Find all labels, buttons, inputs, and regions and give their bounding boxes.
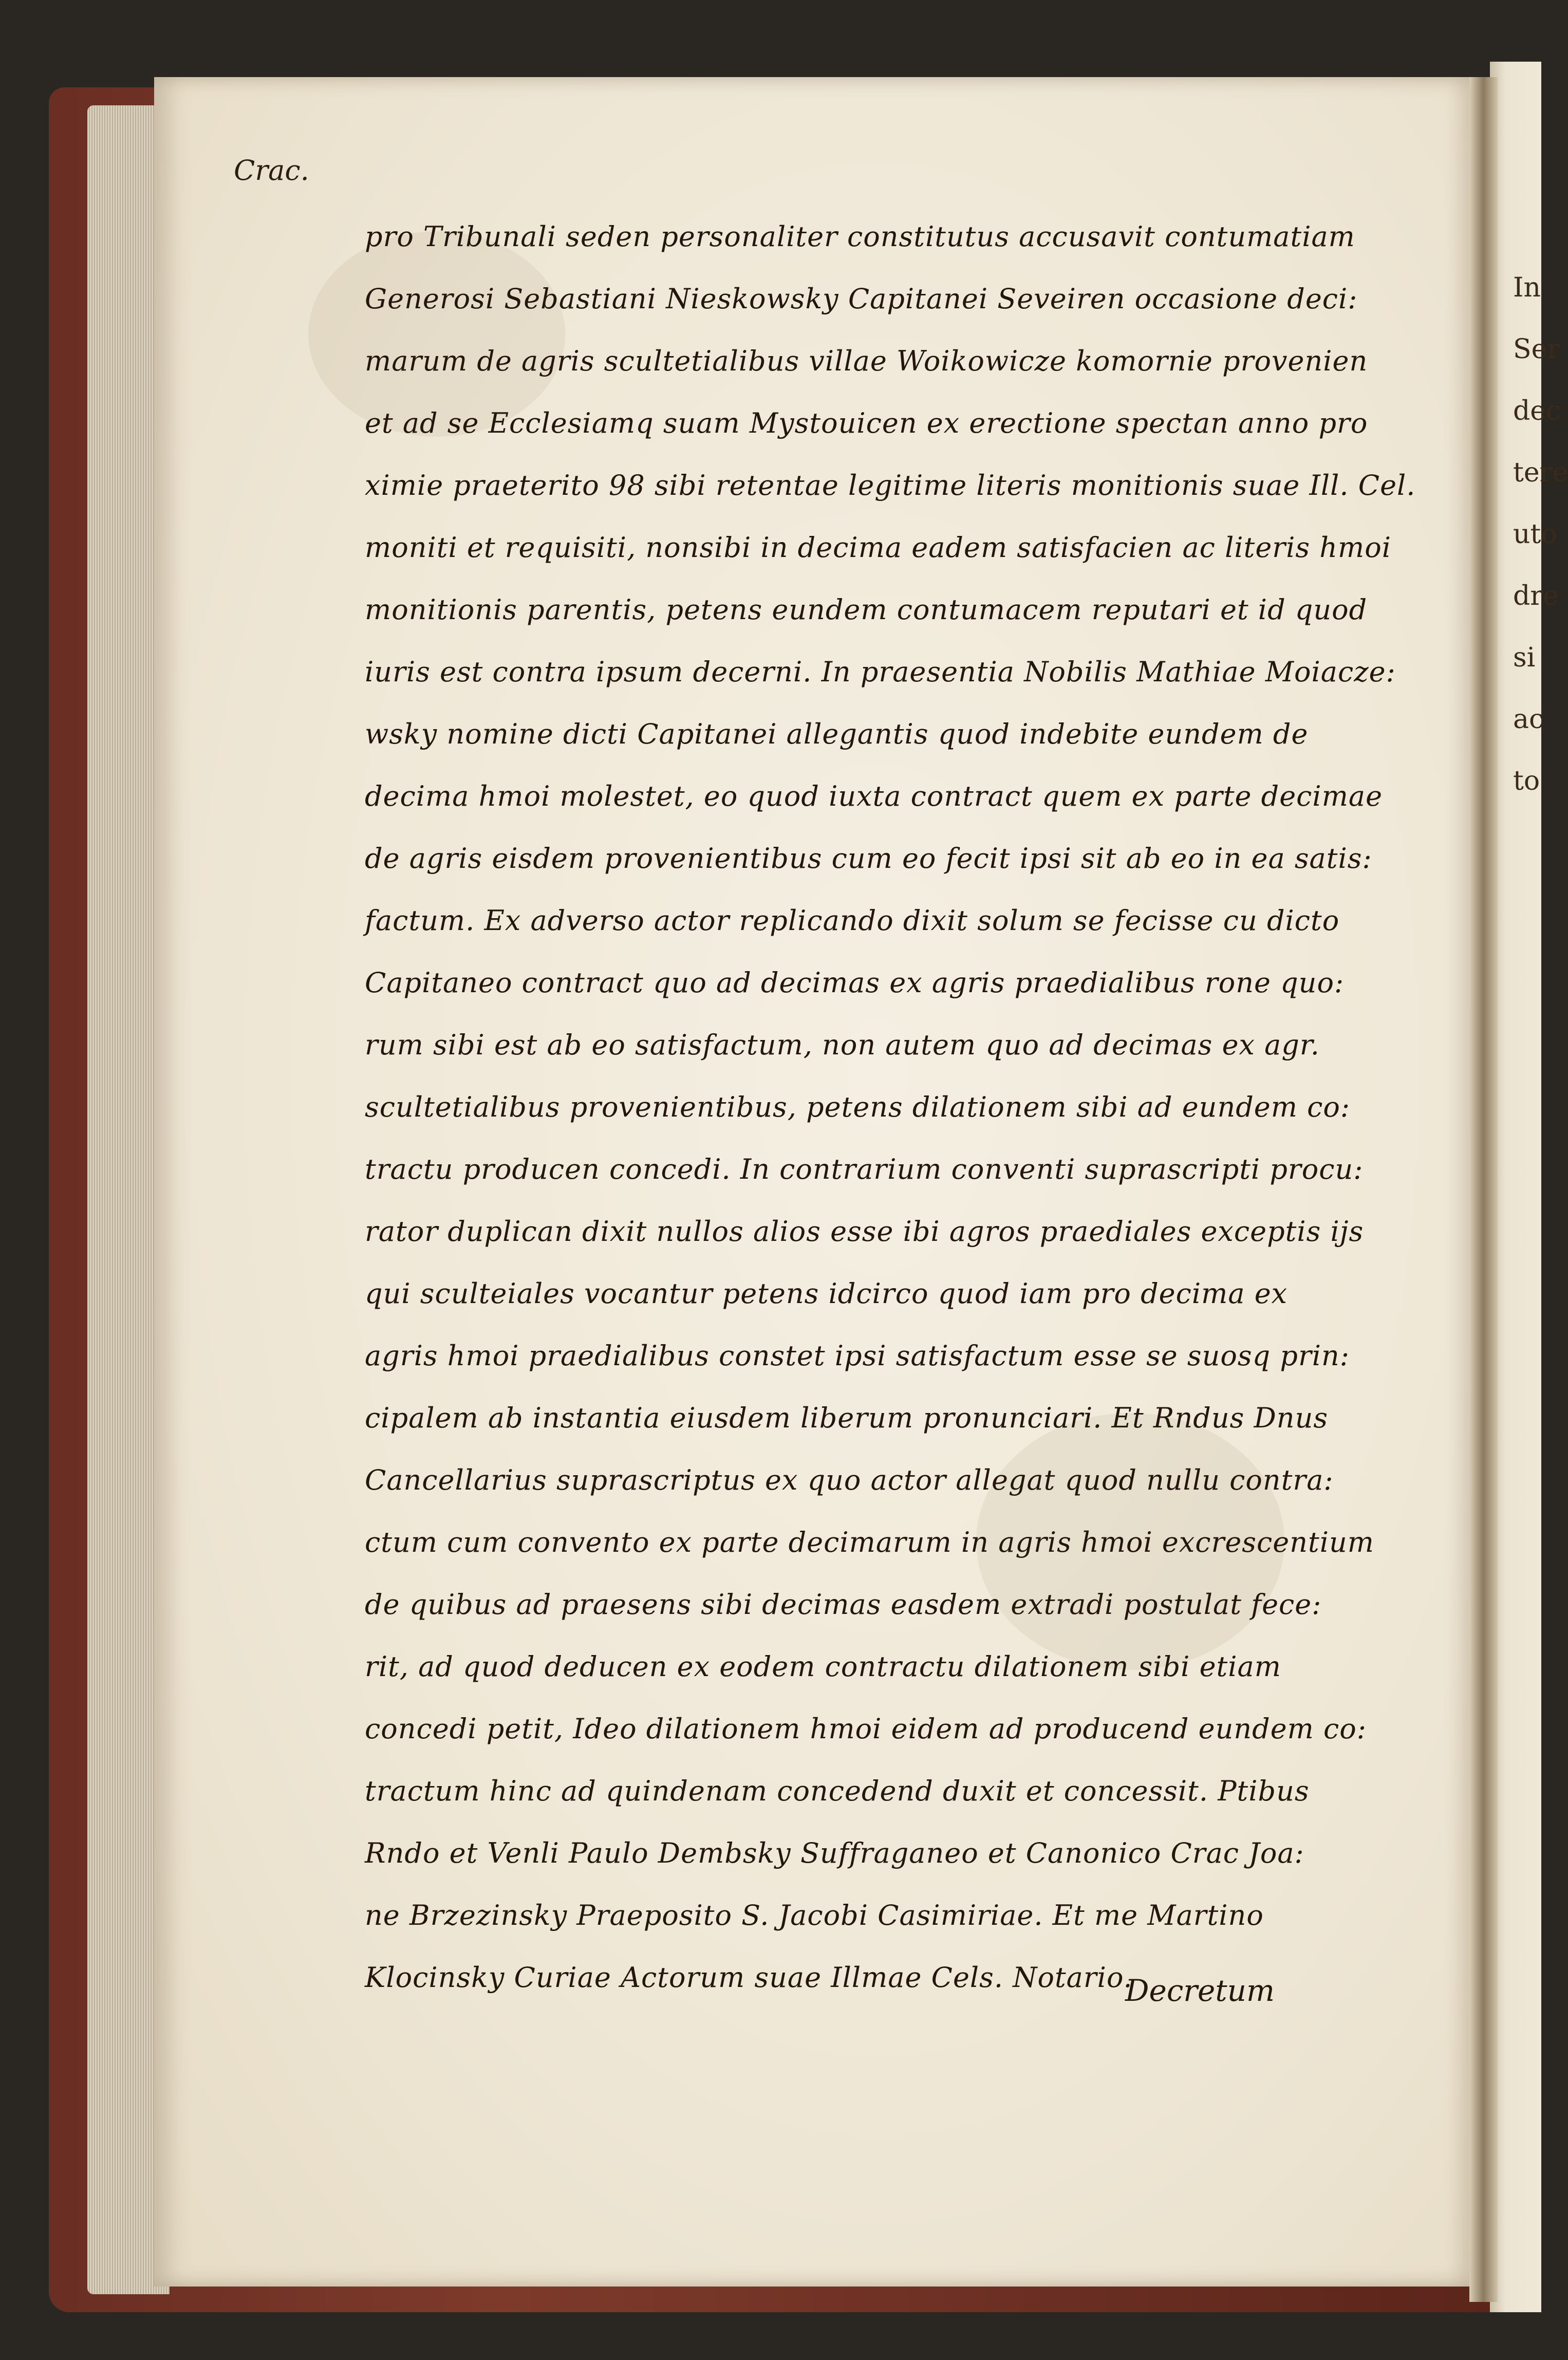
facing-page-fragment: In bbox=[1513, 272, 1541, 303]
facing-page-fragment: to bbox=[1513, 766, 1540, 796]
manuscript-line: scultetialibus provenientibus, petens dilationem sibi ad eundem co: bbox=[365, 1091, 1351, 1123]
manuscript-line: ximie praeterito 98 sibi retentae legitime literis monitionis suae Ill. Cel. bbox=[365, 469, 1416, 501]
manuscript-line: tractu producen concedi. In contrarium conventi suprascripti procu: bbox=[365, 1153, 1364, 1185]
manuscript-line: rit, ad quod deducen ex eodem contractu dilationem sibi etiam bbox=[365, 1650, 1281, 1683]
manuscript-line: Rndo et Venli Paulo Dembsky Suffraganeo et Canonico Crac Joa: bbox=[365, 1837, 1304, 1869]
manuscript-line: qui sculteiales vocantur petens idcirco quod iam pro decima ex bbox=[365, 1277, 1288, 1310]
manuscript-line: ctum cum convento ex parte decimarum in agris hmoi excrescentium bbox=[365, 1526, 1374, 1558]
manuscript-line: pro Tribunali seden personaliter constitutus accusavit contumatiam bbox=[365, 220, 1355, 253]
manuscript-text bbox=[365, 206, 1416, 2009]
facing-page-fragment: dre bbox=[1513, 581, 1559, 611]
signature: Decretum bbox=[1125, 1973, 1275, 2008]
manuscript-line: tractum hinc ad quindenam concedend duxit et concessit. Ptibus bbox=[365, 1775, 1310, 1807]
manuscript-line: agris hmoi praedialibus constet ipsi satisfactum esse se suosq prin: bbox=[365, 1340, 1350, 1372]
manuscript-line: ne Brzezinsky Praeposito S. Jacobi Casimiriae. Et me Martino bbox=[365, 1899, 1264, 1931]
manuscript-line: marum de agris scultetialibus villae Woikowicze komornie provenien bbox=[365, 345, 1368, 377]
manuscript-line: moniti et requisiti, nonsibi in decima eadem satisfacien ac literis hmoi bbox=[365, 531, 1392, 564]
facing-page-fragment: Ser bbox=[1513, 334, 1560, 365]
manuscript-line: Cancellarius suprascriptus ex quo actor allegat quod nullu contra: bbox=[365, 1464, 1334, 1496]
facing-page-fragment: tere bbox=[1513, 457, 1568, 488]
manuscript-line: rum sibi est ab eo satisfactum, non autem quo ad decimas ex agr. bbox=[365, 1029, 1320, 1061]
manuscript-line: Capitaneo contract quo ad decimas ex agris praedialibus rone quo: bbox=[365, 967, 1345, 999]
corner-mark: Crac. bbox=[234, 154, 309, 187]
manuscript-line: wsky nomine dicti Capitanei allegantis quod indebite eundem de bbox=[365, 718, 1309, 750]
facing-page-fragment: uto bbox=[1513, 519, 1557, 550]
manuscript-line: monitionis parentis, petens eundem contumacem reputari et id quod bbox=[365, 593, 1368, 626]
facing-page-fragment: ac bbox=[1513, 704, 1544, 735]
manuscript-line: rator duplican dixit nullos alios esse ibi agros praediales exceptis ijs bbox=[365, 1215, 1364, 1248]
manuscript-line: de quibus ad praesens sibi decimas easdem extradi postulat fece: bbox=[365, 1588, 1322, 1621]
manuscript-line: decima hmoi molestet, eo quod iuxta contract quem ex parte decimae bbox=[365, 780, 1383, 812]
gutter bbox=[1469, 77, 1498, 2302]
facing-page-fragment: dec bbox=[1513, 396, 1561, 426]
manuscript-line: concedi petit, Ideo dilationem hmoi eidem ad producend eundem co: bbox=[365, 1713, 1367, 1745]
manuscript-line: Generosi Sebastiani Nieskowsky Capitanei Seveiren occasione deci: bbox=[365, 283, 1358, 315]
manuscript-line: Klocinsky Curiae Actorum suae Illmae Cels. Notario. bbox=[365, 1961, 1133, 1994]
manuscript-line: de agris eisdem provenientibus cum eo fecit ipsi sit ab eo in ea satis: bbox=[365, 842, 1372, 875]
manuscript-line: et ad se Ecclesiamq suam Mystouicen ex erectione spectan anno pro bbox=[365, 407, 1368, 439]
manuscript-line: iuris est contra ipsum decerni. In praesentia Nobilis Mathiae Moiacze: bbox=[365, 656, 1396, 688]
facing-page-text bbox=[1513, 257, 1568, 812]
facing-page-fragment: si bbox=[1513, 642, 1536, 673]
manuscript-line: factum. Ex adverso actor replicando dixit solum se fecisse cu dicto bbox=[365, 904, 1340, 937]
manuscript-line: cipalem ab instantia eiusdem liberum pronunciari. Et Rndus Dnus bbox=[365, 1402, 1329, 1434]
